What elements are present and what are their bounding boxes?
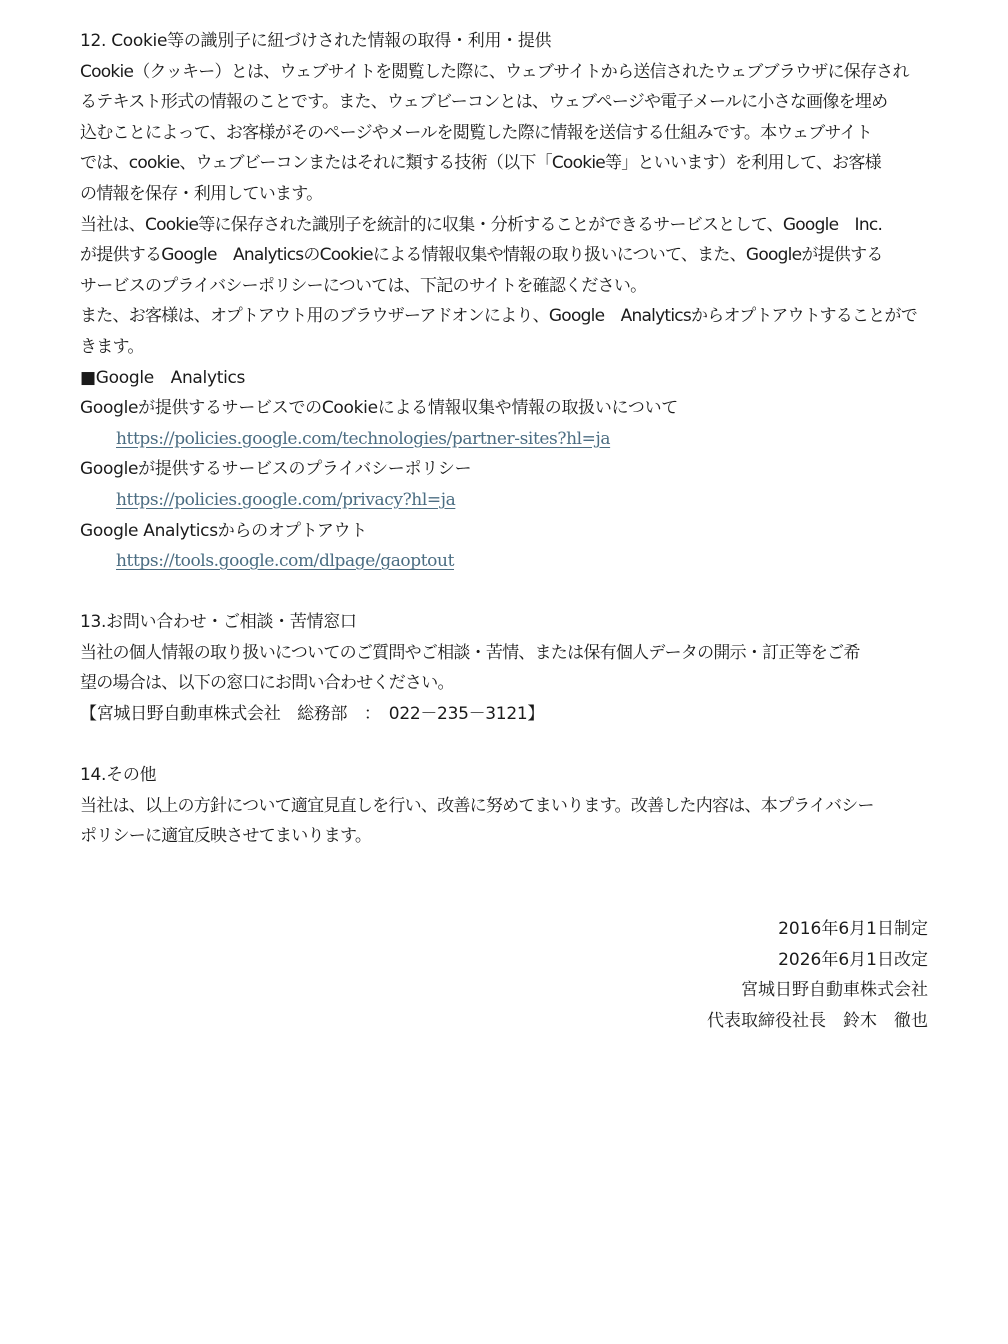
link-label-privacy-policy: Googleが提供するサービスのプライバシーポリシー — [80, 459, 472, 480]
section-12-paragraph-1-line-1: Cookie（クッキー）とは、ウェブサイトを閲覧した際に、ウェブサイトから送信されたウェブブラウザに保存され — [80, 61, 909, 82]
section-12-title: 12. Cookie等の識別子に紐づけされた情報の取得・利用・提供 — [80, 31, 552, 51]
link-row-cookie-info — [80, 424, 932, 455]
section-spacer — [80, 577, 932, 608]
signature-block — [707, 914, 928, 1036]
link-row-opt-out — [80, 546, 932, 577]
section-12-paragraph-3-line-2: きます。 — [80, 336, 144, 357]
contact-info: 【宮城日野自動車株式会社 総務部 ： 022－235－3121】 — [80, 704, 545, 725]
link-label-opt-out: Google Analyticsからのオプトアウト — [80, 520, 368, 541]
section-12-paragraph-1-line-5: の情報を保存・利用しています。 — [80, 183, 323, 204]
section-14-title: 14.その他 — [80, 765, 157, 786]
partner-sites-link[interactable]: https://policies.google.com/technologies/partner-sites?hl=ja — [116, 428, 611, 449]
established-date: 2016年6月1日制定 — [778, 919, 928, 939]
section-12-paragraph-2-line-3: サービスのプライバシーポリシーについては、下記のサイトを確認ください。 — [80, 275, 647, 296]
section-12-paragraph-2-line-2: が提供するGoogle AnalyticsのCookieによる情報収集や情報の取り扱いについて、また、Googleが提供する — [80, 245, 883, 266]
link-label-cookie-info: Googleが提供するサービスでのCookieによる情報収集や情報の取扱いについて — [80, 398, 679, 419]
section-13-paragraph-line-2: 望の場合は、以下の窓口にお問い合わせください。 — [80, 673, 454, 694]
privacy-policy-link[interactable]: https://policies.google.com/privacy?hl=ja — [116, 489, 456, 510]
section-12-paragraph-1-line-3: 込むことによって、お客様がそのページやメールを閲覧した際に情報を送信する仕組みです。本ウェブサイト — [80, 122, 872, 143]
policy-document — [80, 26, 932, 852]
section-12-paragraph-3-line-1: また、お客様は、オプトアウト用のブラウザーアドオンにより、Google Analyticsからオプトアウトすることがで — [80, 306, 917, 327]
section-13-paragraph-line-1: 当社の個人情報の取り扱いについてのご質問やご相談・苦情、または保有個人データの開示・訂正等をご希 — [80, 642, 860, 663]
section-spacer — [80, 730, 932, 761]
company-name: 宮城日野自動車株式会社 — [741, 980, 928, 1001]
section-12-paragraph-2-line-1: 当社は、Cookie等に保存された識別子を統計的に収集・分析することができるサービスとして、Google Inc. — [80, 214, 883, 235]
section-12-paragraph-1-line-2: るテキスト形式の情報のことです。また、ウェブビーコンとは、ウェブページや電子メールに小さな画像を埋め — [80, 92, 888, 113]
section-14-paragraph-line-2: ポリシーに適宜反映させてまいります。 — [80, 826, 372, 847]
section-14-paragraph-line-1: 当社は、以上の方針について適宜見直しを行い、改善に努めてまいります。改善した内容は、本プライバシー — [80, 795, 874, 816]
google-analytics-heading: ■Google Analytics — [80, 367, 246, 388]
section-13-title: 13.お問い合わせ・ご相談・苦情窓口 — [80, 612, 357, 633]
revised-date: 2026年6月1日改定 — [778, 949, 928, 970]
section-12-paragraph-1-line-4: では、cookie、ウェブビーコンまたはそれに類する技術（以下「Cookie等」といいます）を利用して、お客様 — [80, 153, 881, 174]
opt-out-link[interactable]: https://tools.google.com/dlpage/gaoptout — [116, 551, 454, 572]
representative-name: 代表取締役社長 鈴木 徹也 — [707, 1010, 928, 1031]
link-row-privacy-policy — [80, 485, 932, 516]
